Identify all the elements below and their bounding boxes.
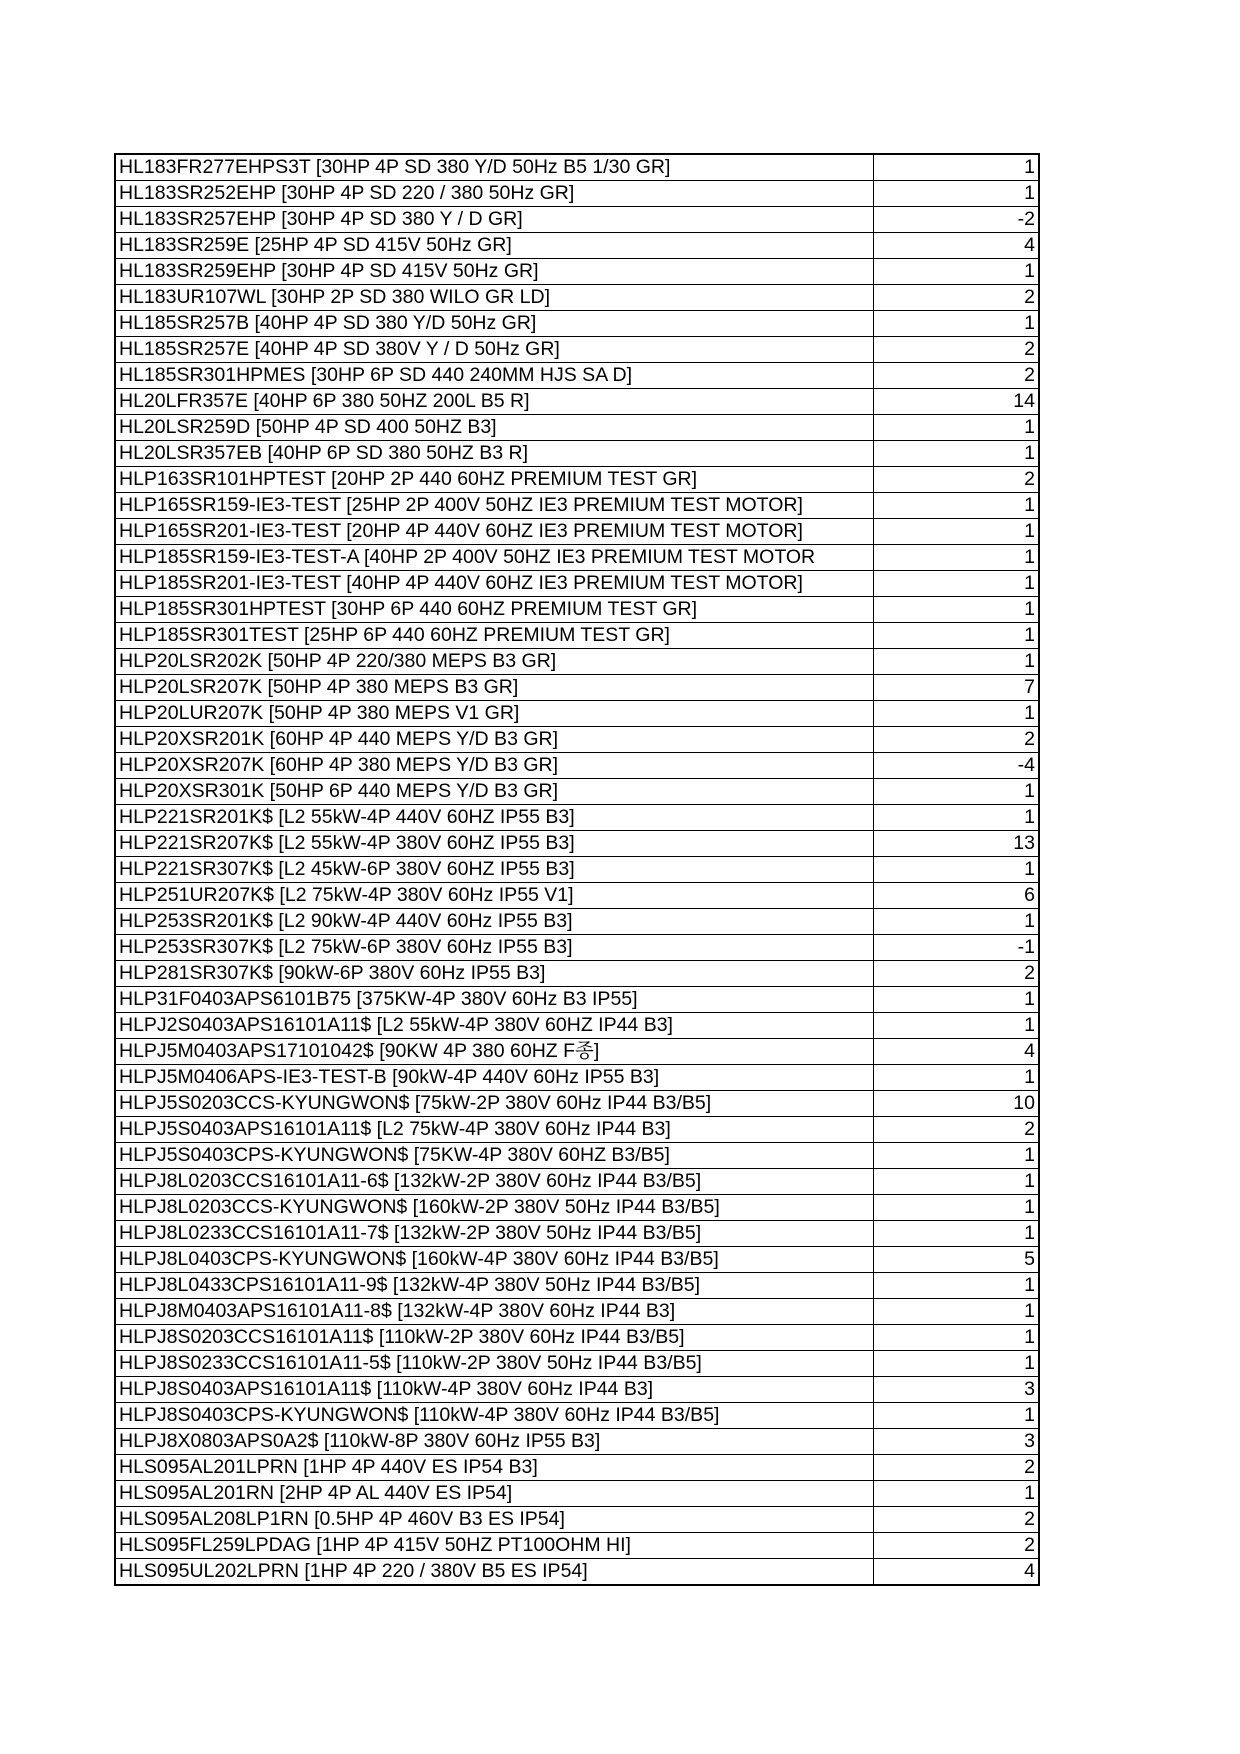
item-description-cell: HLPJ5M0406APS-IE3-TEST-B [90kW-4P 440V 60Hz IP55 B3] bbox=[115, 1065, 874, 1091]
table-row bbox=[115, 493, 1039, 519]
table-row bbox=[115, 545, 1039, 571]
quantity-cell: 1 bbox=[874, 545, 1040, 571]
quantity-cell: 1 bbox=[874, 519, 1040, 545]
quantity-cell: 4 bbox=[874, 233, 1040, 259]
table-row bbox=[115, 805, 1039, 831]
item-description-cell: HLS095AL201LPRN [1HP 4P 440V ES IP54 B3] bbox=[115, 1455, 874, 1481]
item-description-cell: HLP253SR307K$ [L2 75kW-6P 380V 60Hz IP55 B3] bbox=[115, 935, 874, 961]
quantity-cell: 1 bbox=[874, 181, 1040, 207]
table-row bbox=[115, 1117, 1039, 1143]
table-row bbox=[115, 1039, 1039, 1065]
quantity-cell: 1 bbox=[874, 415, 1040, 441]
quantity-cell: 1 bbox=[874, 1143, 1040, 1169]
table-row bbox=[115, 831, 1039, 857]
item-description-cell: HL183SR257EHP [30HP 4P SD 380 Y / D GR] bbox=[115, 207, 874, 233]
table-row bbox=[115, 181, 1039, 207]
quantity-cell: 1 bbox=[874, 154, 1040, 181]
quantity-cell: 2 bbox=[874, 727, 1040, 753]
table-row bbox=[115, 1273, 1039, 1299]
quantity-cell: -1 bbox=[874, 935, 1040, 961]
item-description-cell: HLPJ8S0403CPS-KYUNGWON$ [110kW-4P 380V 60Hz IP44 B3/B5] bbox=[115, 1403, 874, 1429]
item-description-cell: HLPJ8L0203CCS-KYUNGWON$ [160kW-2P 380V 50Hz IP44 B3/B5] bbox=[115, 1195, 874, 1221]
quantity-cell: 1 bbox=[874, 1403, 1040, 1429]
item-description-cell: HLP185SR201-IE3-TEST [40HP 4P 440V 60HZ IE3 PREMIUM TEST MOTOR] bbox=[115, 571, 874, 597]
table-row bbox=[115, 285, 1039, 311]
item-description-cell: HLP20LUR207K [50HP 4P 380 MEPS V1 GR] bbox=[115, 701, 874, 727]
quantity-cell: 5 bbox=[874, 1247, 1040, 1273]
quantity-cell: 1 bbox=[874, 1221, 1040, 1247]
table-row bbox=[115, 961, 1039, 987]
table-row bbox=[115, 1091, 1039, 1117]
item-description-cell: HLP185SR301TEST [25HP 6P 440 60HZ PREMIUM TEST GR] bbox=[115, 623, 874, 649]
item-description-cell: HLS095UL202LPRN [1HP 4P 220 / 380V B5 ES IP54] bbox=[115, 1559, 874, 1586]
quantity-cell: 2 bbox=[874, 363, 1040, 389]
item-description-cell: HLP221SR307K$ [L2 45kW-6P 380V 60HZ IP55 B3] bbox=[115, 857, 874, 883]
item-description-cell: HLPJ8L0203CCS16101A11-6$ [132kW-2P 380V 60Hz IP44 B3/B5] bbox=[115, 1169, 874, 1195]
table-row bbox=[115, 597, 1039, 623]
table-row bbox=[115, 909, 1039, 935]
item-description-cell: HLS095AL201RN [2HP 4P AL 440V ES IP54] bbox=[115, 1481, 874, 1507]
quantity-cell: 4 bbox=[874, 1039, 1040, 1065]
item-description-cell: HLPJ8L0233CCS16101A11-7$ [132kW-2P 380V 50Hz IP44 B3/B5] bbox=[115, 1221, 874, 1247]
quantity-cell: 13 bbox=[874, 831, 1040, 857]
quantity-cell: 1 bbox=[874, 1351, 1040, 1377]
item-description-cell: HLPJ5S0403CPS-KYUNGWON$ [75KW-4P 380V 60HZ B3/B5] bbox=[115, 1143, 874, 1169]
item-description-cell: HLPJ5M0403APS17101042$ [90KW 4P 380 60HZ F종] bbox=[115, 1039, 874, 1065]
item-description-cell: HLP251UR207K$ [L2 75kW-4P 380V 60Hz IP55 V1] bbox=[115, 883, 874, 909]
table-row bbox=[115, 1559, 1039, 1586]
item-description-cell: HLS095AL208LP1RN [0.5HP 4P 460V B3 ES IP54] bbox=[115, 1507, 874, 1533]
table-row bbox=[115, 1455, 1039, 1481]
table-row bbox=[115, 1247, 1039, 1273]
quantity-cell: 1 bbox=[874, 311, 1040, 337]
quantity-cell: 1 bbox=[874, 259, 1040, 285]
quantity-cell: 1 bbox=[874, 1013, 1040, 1039]
table-row bbox=[115, 154, 1039, 181]
quantity-cell: 14 bbox=[874, 389, 1040, 415]
item-description-cell: HLPJ8S0233CCS16101A11-5$ [110kW-2P 380V 50Hz IP44 B3/B5] bbox=[115, 1351, 874, 1377]
item-description-cell: HL20LSR259D [50HP 4P SD 400 50HZ B3] bbox=[115, 415, 874, 441]
quantity-cell: 1 bbox=[874, 805, 1040, 831]
table-row bbox=[115, 363, 1039, 389]
quantity-cell: 2 bbox=[874, 337, 1040, 363]
item-description-cell: HLP221SR201K$ [L2 55kW-4P 440V 60HZ IP55 B3] bbox=[115, 805, 874, 831]
item-description-cell: HLPJ5S0203CCS-KYUNGWON$ [75kW-2P 380V 60Hz IP44 B3/B5] bbox=[115, 1091, 874, 1117]
table-row bbox=[115, 441, 1039, 467]
quantity-cell: 10 bbox=[874, 1091, 1040, 1117]
table-row bbox=[115, 207, 1039, 233]
quantity-cell: 1 bbox=[874, 701, 1040, 727]
table-row bbox=[115, 389, 1039, 415]
table-row bbox=[115, 623, 1039, 649]
table-row bbox=[115, 1481, 1039, 1507]
quantity-cell: -2 bbox=[874, 207, 1040, 233]
table-row bbox=[115, 1221, 1039, 1247]
table-row bbox=[115, 857, 1039, 883]
quantity-cell: 6 bbox=[874, 883, 1040, 909]
quantity-cell: 3 bbox=[874, 1377, 1040, 1403]
quantity-cell: 1 bbox=[874, 1065, 1040, 1091]
quantity-cell: 1 bbox=[874, 623, 1040, 649]
table-row bbox=[115, 467, 1039, 493]
item-description-cell: HLP281SR307K$ [90kW-6P 380V 60Hz IP55 B3] bbox=[115, 961, 874, 987]
item-description-cell: HLP185SR159-IE3-TEST-A [40HP 2P 400V 50HZ IE3 PREMIUM TEST MOTOR bbox=[115, 545, 874, 571]
quantity-cell: 7 bbox=[874, 675, 1040, 701]
table-row bbox=[115, 415, 1039, 441]
item-description-cell: HLP20XSR201K [60HP 4P 440 MEPS Y/D B3 GR] bbox=[115, 727, 874, 753]
inventory-table-body bbox=[115, 154, 1039, 1585]
table-row bbox=[115, 1507, 1039, 1533]
table-row bbox=[115, 311, 1039, 337]
item-description-cell: HL183FR277EHPS3T [30HP 4P SD 380 Y/D 50Hz B5 1/30 GR] bbox=[115, 154, 874, 181]
quantity-cell: 2 bbox=[874, 1507, 1040, 1533]
item-description-cell: HLPJ8L0403CPS-KYUNGWON$ [160kW-4P 380V 60Hz IP44 B3/B5] bbox=[115, 1247, 874, 1273]
item-description-cell: HL20LSR357EB [40HP 6P SD 380 50HZ B3 R] bbox=[115, 441, 874, 467]
table-row bbox=[115, 727, 1039, 753]
item-description-cell: HLPJ8X0803APS0A2$ [110kW-8P 380V 60Hz IP55 B3] bbox=[115, 1429, 874, 1455]
table-row bbox=[115, 1533, 1039, 1559]
quantity-cell: 1 bbox=[874, 1325, 1040, 1351]
quantity-cell: 1 bbox=[874, 441, 1040, 467]
table-row bbox=[115, 779, 1039, 805]
table-row bbox=[115, 519, 1039, 545]
item-description-cell: HL185SR301HPMES [30HP 6P SD 440 240MM HJS SA D] bbox=[115, 363, 874, 389]
quantity-cell: 2 bbox=[874, 467, 1040, 493]
item-description-cell: HLP165SR201-IE3-TEST [20HP 4P 440V 60HZ IE3 PREMIUM TEST MOTOR] bbox=[115, 519, 874, 545]
item-description-cell: HLPJ8M0403APS16101A11-8$ [132kW-4P 380V 60Hz IP44 B3] bbox=[115, 1299, 874, 1325]
quantity-cell: 2 bbox=[874, 1455, 1040, 1481]
item-description-cell: HLS095FL259LPDAG [1HP 4P 415V 50HZ PT100OHM HI] bbox=[115, 1533, 874, 1559]
table-row bbox=[115, 1429, 1039, 1455]
table-row bbox=[115, 987, 1039, 1013]
table-row bbox=[115, 1143, 1039, 1169]
table-row bbox=[115, 1377, 1039, 1403]
table-row bbox=[115, 1169, 1039, 1195]
table-row bbox=[115, 883, 1039, 909]
table-row bbox=[115, 571, 1039, 597]
item-description-cell: HL183UR107WL [30HP 2P SD 380 WILO GR LD] bbox=[115, 285, 874, 311]
item-description-cell: HLP20XSR207K [60HP 4P 380 MEPS Y/D B3 GR] bbox=[115, 753, 874, 779]
item-description-cell: HL20LFR357E [40HP 6P 380 50HZ 200L B5 R] bbox=[115, 389, 874, 415]
quantity-cell: 1 bbox=[874, 779, 1040, 805]
table-row bbox=[115, 1065, 1039, 1091]
quantity-cell: 2 bbox=[874, 1117, 1040, 1143]
quantity-cell: 1 bbox=[874, 571, 1040, 597]
item-description-cell: HL183SR252EHP [30HP 4P SD 220 / 380 50Hz GR] bbox=[115, 181, 874, 207]
item-description-cell: HLPJ8S0203CCS16101A11$ [110kW-2P 380V 60Hz IP44 B3/B5] bbox=[115, 1325, 874, 1351]
table-row bbox=[115, 259, 1039, 285]
item-description-cell: HLP163SR101HPTEST [20HP 2P 440 60HZ PREMIUM TEST GR] bbox=[115, 467, 874, 493]
quantity-cell: 2 bbox=[874, 1533, 1040, 1559]
item-description-cell: HLP20LSR202K [50HP 4P 220/380 MEPS B3 GR] bbox=[115, 649, 874, 675]
quantity-cell: 1 bbox=[874, 1169, 1040, 1195]
quantity-cell: 4 bbox=[874, 1559, 1040, 1586]
item-description-cell: HLPJ8S0403APS16101A11$ [110kW-4P 380V 60Hz IP44 B3] bbox=[115, 1377, 874, 1403]
item-description-cell: HLP185SR301HPTEST [30HP 6P 440 60HZ PREMIUM TEST GR] bbox=[115, 597, 874, 623]
table-row bbox=[115, 701, 1039, 727]
table-row bbox=[115, 1195, 1039, 1221]
quantity-cell: 2 bbox=[874, 961, 1040, 987]
quantity-cell: 2 bbox=[874, 285, 1040, 311]
item-description-cell: HLP20XSR301K [50HP 6P 440 MEPS Y/D B3 GR] bbox=[115, 779, 874, 805]
item-description-cell: HLP165SR159-IE3-TEST [25HP 2P 400V 50HZ IE3 PREMIUM TEST MOTOR] bbox=[115, 493, 874, 519]
item-description-cell: HLPJ5S0403APS16101A11$ [L2 75kW-4P 380V 60Hz IP44 B3] bbox=[115, 1117, 874, 1143]
quantity-cell: 1 bbox=[874, 857, 1040, 883]
table-row bbox=[115, 337, 1039, 363]
table-row bbox=[115, 1403, 1039, 1429]
table-row bbox=[115, 1351, 1039, 1377]
quantity-cell: 1 bbox=[874, 1273, 1040, 1299]
table-row bbox=[115, 935, 1039, 961]
item-description-cell: HLPJ2S0403APS16101A11$ [L2 55kW-4P 380V 60HZ IP44 B3] bbox=[115, 1013, 874, 1039]
item-description-cell: HLP253SR201K$ [L2 90kW-4P 440V 60Hz IP55 B3] bbox=[115, 909, 874, 935]
quantity-cell: 1 bbox=[874, 597, 1040, 623]
quantity-cell: 1 bbox=[874, 1299, 1040, 1325]
quantity-cell: 1 bbox=[874, 1195, 1040, 1221]
item-description-cell: HL185SR257B [40HP 4P SD 380 Y/D 50Hz GR] bbox=[115, 311, 874, 337]
item-description-cell: HL185SR257E [40HP 4P SD 380V Y / D 50Hz GR] bbox=[115, 337, 874, 363]
item-description-cell: HL183SR259EHP [30HP 4P SD 415V 50Hz GR] bbox=[115, 259, 874, 285]
quantity-cell: 1 bbox=[874, 987, 1040, 1013]
quantity-cell: 1 bbox=[874, 909, 1040, 935]
inventory-table bbox=[114, 153, 1040, 1586]
table-row bbox=[115, 233, 1039, 259]
item-description-cell: HLP221SR207K$ [L2 55kW-4P 380V 60HZ IP55 B3] bbox=[115, 831, 874, 857]
item-description-cell: HLP20LSR207K [50HP 4P 380 MEPS B3 GR] bbox=[115, 675, 874, 701]
quantity-cell: 1 bbox=[874, 649, 1040, 675]
table-row bbox=[115, 1013, 1039, 1039]
table-row bbox=[115, 753, 1039, 779]
table-row bbox=[115, 675, 1039, 701]
item-description-cell: HLP31F0403APS6101B75 [375KW-4P 380V 60Hz B3 IP55] bbox=[115, 987, 874, 1013]
quantity-cell: 1 bbox=[874, 1481, 1040, 1507]
quantity-cell: 1 bbox=[874, 493, 1040, 519]
table-row bbox=[115, 1325, 1039, 1351]
item-description-cell: HL183SR259E [25HP 4P SD 415V 50Hz GR] bbox=[115, 233, 874, 259]
item-description-cell: HLPJ8L0433CPS16101A11-9$ [132kW-4P 380V 50Hz IP44 B3/B5] bbox=[115, 1273, 874, 1299]
quantity-cell: 3 bbox=[874, 1429, 1040, 1455]
table-row bbox=[115, 649, 1039, 675]
table-row bbox=[115, 1299, 1039, 1325]
quantity-cell: -4 bbox=[874, 753, 1040, 779]
